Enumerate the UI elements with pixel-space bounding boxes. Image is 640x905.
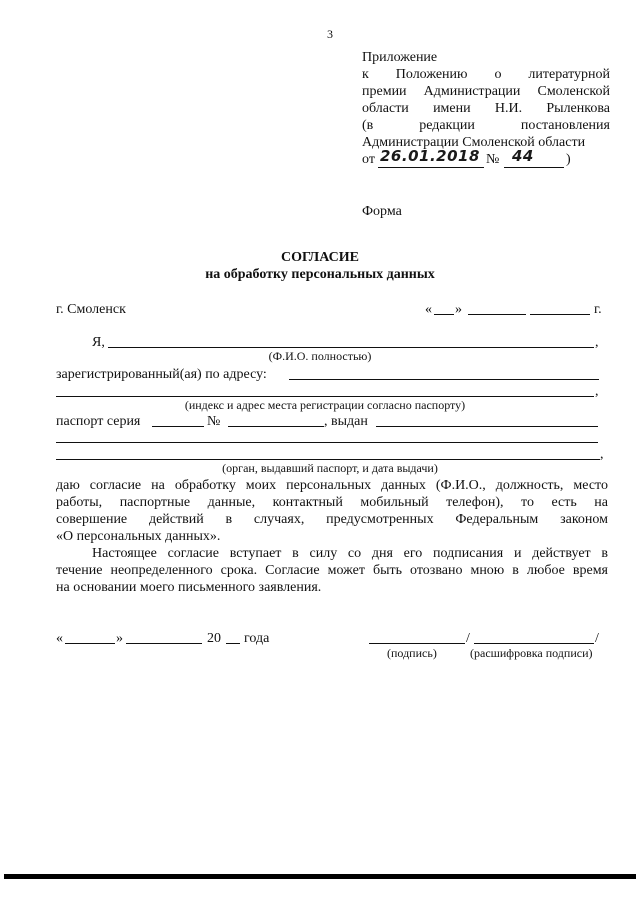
consent-line-2: работы, паспортные данные, контактный мобильный телефон), то есть на [56,495,608,510]
issuer-line-2[interactable] [56,442,598,443]
issuer-line-1[interactable] [376,426,598,427]
bottom-month-line[interactable] [126,643,202,644]
passport-issued-label: , выдан [324,414,368,429]
appendix-number-line [504,167,564,168]
appendix-line-4: области имени Н.И. Рыленкова [362,101,610,116]
signature-slash-1: / [466,631,470,646]
appendix-date-handwritten: 26.01.2018 [380,147,480,165]
consent-line-1: даю согласие на обработку моих персональных данных (Ф.И.О., должность, место [56,478,608,493]
appendix-from-label: от [362,152,375,167]
form-label: Форма [362,204,402,219]
bottom-date-close-quote: » [116,631,123,646]
consent-line-4: «О персональных данных». [56,529,221,544]
address-hint: (индекс и адрес места регистрации согласно паспорту) [184,398,466,412]
appendix-line-5: (в редакции постановления [362,118,610,133]
address-line-1[interactable] [289,379,599,380]
issuer-hint: (орган, выдавший паспорт, и дата выдачи) [222,461,438,475]
decoding-hint: (расшифровка подписи) [470,646,593,660]
page-number: 3 [327,27,333,41]
scan-bottom-border [4,874,636,879]
issuer-line-3[interactable] [56,459,600,460]
signature-hint: (подпись) [387,646,437,660]
bottom-year-prefix: 20 [207,631,221,646]
document-title: СОГЛАСИЕ [281,250,359,265]
signature-line[interactable] [369,643,465,644]
bottom-year-line[interactable] [226,643,240,644]
date-open-quote: « [425,302,432,317]
appendix-number-handwritten: 44 [512,147,534,165]
passport-number-line[interactable] [228,426,324,427]
appendix-line-1: Приложение [362,50,438,65]
validity-line-2: течение неопределенного срока. Согласие может быть отозвано мною в любое время [56,563,608,578]
consent-line-3: совершение действий в случаях, предусмотренных Федеральным законом [56,512,608,527]
appendix-date-line [378,167,484,168]
bottom-date-open-quote: « [56,631,63,646]
year-suffix: г. [594,302,602,317]
appendix-no-label: № [486,152,500,167]
fio-hint: (Ф.И.О. полностью) [268,349,372,363]
appendix-line-2: к Положению о литературной [362,67,610,82]
signature-slash-2: / [595,631,599,646]
signature-decoding-line[interactable] [474,643,594,644]
address-line-2[interactable] [56,396,594,397]
appendix-close-paren: ) [566,152,571,167]
document-subtitle: на обработку персональных данных [205,267,435,282]
city: г. Смоленск [56,302,126,317]
address-comma: , [595,384,599,399]
validity-line-3: на основании моего письменного заявления. [56,580,322,595]
bottom-year-suffix: года [244,631,270,646]
day-line[interactable] [434,314,454,315]
fio-comma: , [595,335,599,350]
fio-line[interactable] [108,347,594,348]
registered-label: зарегистрированный(ая) по адресу: [56,367,267,382]
passport-series-line[interactable] [152,426,204,427]
date-close-quote: » [455,302,462,317]
validity-line-1: Настоящее согласие вступает в силу со дня его подписания и действует в [92,546,608,561]
passport-number-label: № [207,414,221,429]
month-line[interactable] [468,314,526,315]
issuer-comma: , [600,447,604,462]
ya-label: Я, [92,335,105,350]
passport-series-label: паспорт серия [56,414,141,429]
bottom-day-line[interactable] [65,643,115,644]
appendix-line-3: премии Администрации Смоленской [362,84,610,99]
appendix-line-6: Администрации Смоленской области [362,135,586,150]
year-line[interactable] [530,314,590,315]
